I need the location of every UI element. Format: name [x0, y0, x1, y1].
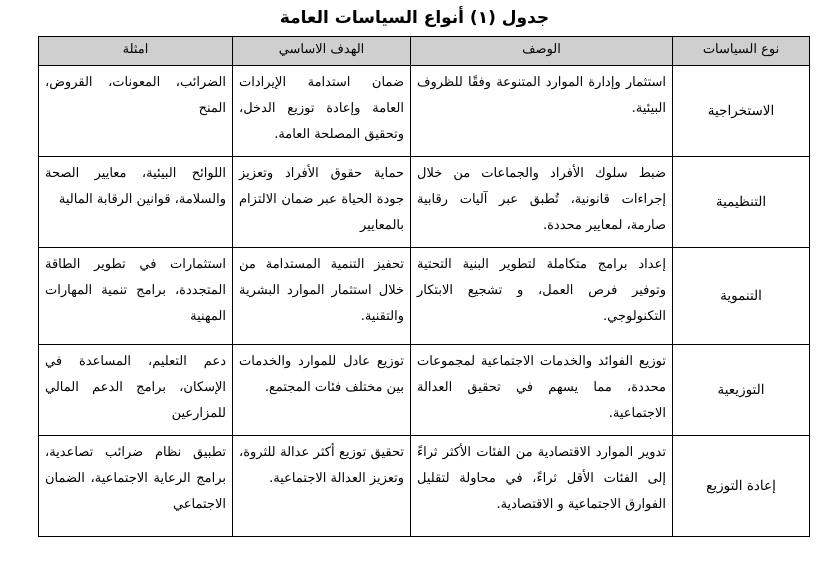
table-row [39, 157, 810, 248]
cell-goal: توزيع عادل للموارد والخدمات بين مختلف فئات المجتمع. [233, 345, 411, 436]
cell-type: الاستخراجية [673, 66, 810, 157]
cell-goal: تحفيز التنمية المستدامة من خلال استثمار الموارد البشرية والتقنية. [233, 248, 411, 345]
header-row [39, 37, 810, 66]
table-row [39, 436, 810, 537]
cell-type: التوزيعية [673, 345, 810, 436]
cell-goal: تحقيق توزيع أكثر عدالة للثروة، وتعزيز العدالة الاجتماعية. [233, 436, 411, 537]
cell-examples: الضرائب، المعونات، القروض، المنح [39, 66, 233, 157]
cell-examples: دعم التعليم، المساعدة في الإسكان، برامج الدعم المالي للمزارعين [39, 345, 233, 436]
cell-examples: استثمارات في تطوير الطاقة المتجددة، برامج تنمية المهارات المهنية [39, 248, 233, 345]
policy-types-table [38, 36, 810, 537]
cell-goal: ضمان استدامة الإيرادات العامة وإعادة توزيع الدخل، وتحقيق المصلحة العامة. [233, 66, 411, 157]
cell-description: ضبط سلوك الأفراد والجماعات من خلال إجراءات قانونية، تُطبق عبر آليات رقابية صارمة، لمعايير محددة. [411, 157, 673, 248]
header-type: نوع السياسات [673, 37, 810, 66]
table-row [39, 248, 810, 345]
table-title: جدول (١) أنواع السياسات العامة [279, 8, 550, 28]
cell-goal: حماية حقوق الأفراد وتعزيز جودة الحياة عبر ضمان الالتزام بالمعايير [233, 157, 411, 248]
cell-type: التنموية [673, 248, 810, 345]
table-row [39, 345, 810, 436]
table-row [39, 66, 810, 157]
cell-description: إعداد برامج متكاملة لتطوير البنية التحتية وتوفير فرص العمل، و تشجيع الابتكار التكنولوجي. [411, 248, 673, 345]
header-goal: الهدف الاساسي [233, 37, 411, 66]
cell-type: التنظيمية [673, 157, 810, 248]
cell-description: توزيع الفوائد والخدمات الاجتماعية لمجموعات محددة، مما يسهم في تحقيق العدالة الاجتماعية. [411, 345, 673, 436]
cell-description: استثمار وإدارة الموارد المتنوعة وفقًا للظروف البيئية. [411, 66, 673, 157]
cell-examples: اللوائح البيئية، معايير الصحة والسلامة، قوانين الرقابة المالية [39, 157, 233, 248]
cell-examples: تطبيق نظام ضرائب تصاعدية، برامج الرعاية الاجتماعية، الضمان الاجتماعي [39, 436, 233, 537]
header-description: الوصف [411, 37, 673, 66]
cell-description: تدوير الموارد الاقتصادية من الفئات الأكثر ثراءً إلى الفئات الأقل ثراءً، في محاولة لتقليل الفوارق الاجتماعية و الاقتصادية. [411, 436, 673, 537]
cell-type: إعادة التوزيع [673, 436, 810, 537]
header-examples: امثلة [39, 37, 233, 66]
